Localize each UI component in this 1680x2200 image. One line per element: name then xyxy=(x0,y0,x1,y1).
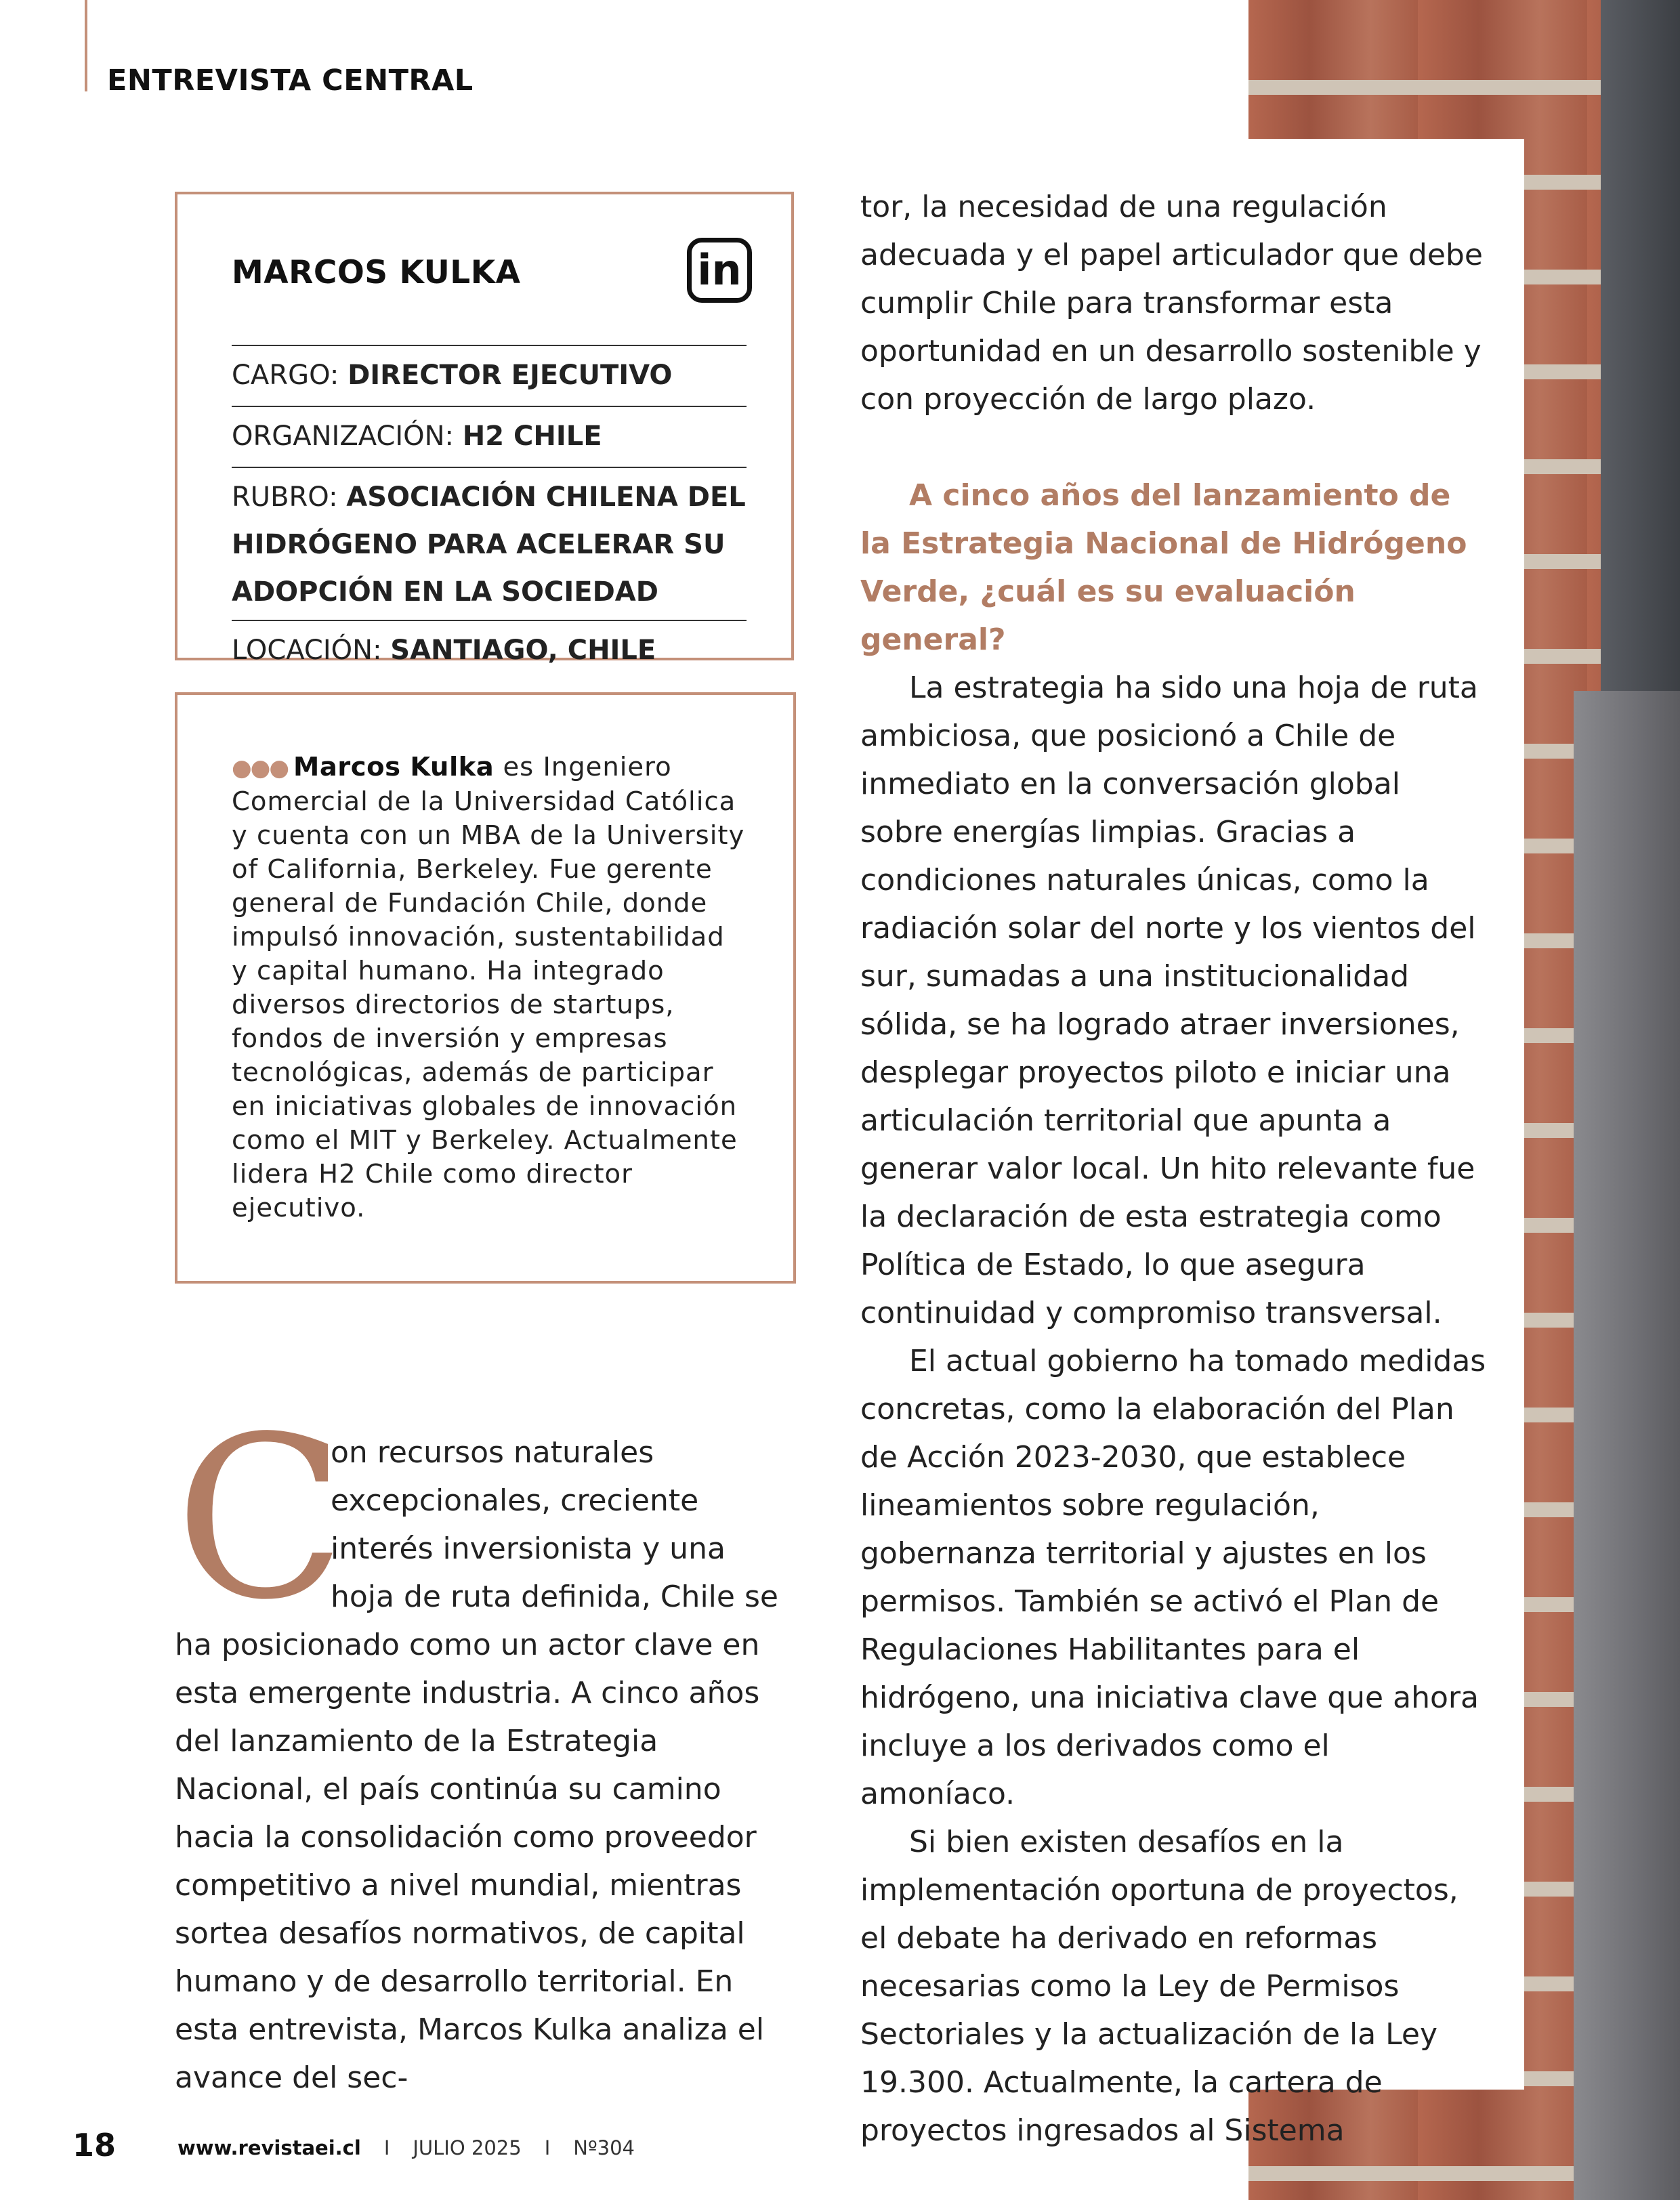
answer-paragraph: La estrategia ha sido una hoja de ruta ambiciosa, que posicionó a Chile de inmediato en la conversación global sobre energías limpias. Gracias a condiciones naturales únicas, como la radiación solar del norte y los vientos del sur, sumadas a una institucionalidad sólida, se ha logrado atraer inversiones, desplegar proyectos piloto e iniciar una articulación territorial que apunta a generar valor local. Un hito relevante fue la declaración de esta estrategia como Política de Estado, lo que asegura continuidad y compromiso transversal. xyxy=(860,671,1478,1330)
website-link[interactable]: www.revistaei.cl xyxy=(177,2136,361,2159)
answer-paragraph: Si bien existen desafíos en la implementación oportuna de proyectos, el debate ha derivado en reformas necesarias como la Ley de Permisos Sectoriales y la actualización de la Ley 19.300. Actualmente, la cartera de proyectos ingresados al Sistema xyxy=(860,1825,1458,2148)
fact-label: CARGO: xyxy=(232,360,348,391)
profile-name: MARCOS KULKA xyxy=(232,254,521,291)
person-photo-edge xyxy=(1574,691,1680,2200)
fact-value: DIRECTOR EJECUTIVO xyxy=(348,360,673,391)
page-footer xyxy=(0,2127,1219,2161)
section-rule xyxy=(85,0,87,91)
answer-paragraph: El actual gobierno ha tomado medidas concretas, como la elaboración del Plan de Acción 2023-2030, que establece lineamientos sobre regulación, gobernanza territorial y ajustes en los permisos. También se activó el Plan de Regulaciones Habilitantes para el hidrógeno, una iniciativa clave que ahora incluye a los derivados como el amoníaco. xyxy=(860,1344,1486,1811)
fact-value: ASOCIACIÓN CHILENA DEL HIDRÓGENO PARA ACELERAR SU ADOPCIÓN EN LA SOCIEDAD xyxy=(232,482,746,608)
continuation-paragraph: tor, la necesidad de una regulación adecuada y el papel articulador que debe cumplir Chile para transformar esta oportunidad en un desarrollo sostenible y con proyección de largo plazo. xyxy=(860,190,1483,417)
issue-number: Nº304 xyxy=(573,2136,635,2159)
profile-card xyxy=(175,192,794,666)
fact-label: LOCACIÓN: xyxy=(232,635,391,666)
footer-separator: I xyxy=(383,2136,390,2159)
fact-cargo xyxy=(232,345,747,406)
fact-rubro xyxy=(232,467,747,620)
interview-column xyxy=(860,183,1487,2155)
footer-separator: I xyxy=(544,2136,551,2159)
fact-label: ORGANIZACIÓN: xyxy=(232,421,463,452)
fact-locacion xyxy=(232,620,747,681)
bio-card xyxy=(175,692,796,1284)
bio-body: es Ingeniero Comercial de la Universidad Católica y cuenta con un MBA de la University of California, Berkeley. Fue gerente general de Fundación Chile, donde impulsó innovación, sustentabilidad y capital humano. Ha integrado diversos directorios de startups, fondos de inversión y empresas tecnológicas, además de participar en iniciativas globales de innovación como el MIT y Berkeley. Actualmente lidera H2 Chile como director ejecutivo. xyxy=(232,752,745,1223)
fact-value: SANTIAGO, CHILE xyxy=(390,635,656,666)
doorway-shape xyxy=(1601,0,1680,691)
section-title: ENTREVISTA CENTRAL xyxy=(107,64,474,98)
linkedin-icon[interactable]: in xyxy=(687,238,752,303)
drop-cap: C xyxy=(175,1389,346,1649)
bio-text xyxy=(232,750,747,1225)
bullet-dots-icon: ●●● xyxy=(232,755,289,782)
intro-column xyxy=(175,1389,798,2102)
fact-value: H2 CHILE xyxy=(462,421,602,452)
issue-date: JULIO 2025 xyxy=(413,2136,522,2159)
intro-paragraph: on recursos naturales excepcionales, creciente interés inversionista y una hoja de ruta definida, Chile se ha posicionado como un actor clave en esta emergente industria. A cinco años del lanzamiento de la Estrategia Nacional, el país continúa su camino hacia la consolidación como proveedor competitivo a nivel mundial, mientras sortea desafíos normativos, de capital humano y de desarrollo territorial. En esta entrevista, Marcos Kulka analiza el avance del sec- xyxy=(175,1435,778,2095)
bio-name: Marcos Kulka xyxy=(293,752,495,782)
fact-label: RUBRO: xyxy=(232,482,347,513)
interview-question: A cinco años del lanzamiento de la Estrategia Nacional de Hidrógeno Verde, ¿cuál es su evaluación general? xyxy=(860,478,1467,657)
fact-organizacion xyxy=(232,406,747,467)
page-number: 18 xyxy=(72,2127,117,2163)
footer-info xyxy=(177,2136,635,2159)
profile-facts xyxy=(232,345,747,681)
